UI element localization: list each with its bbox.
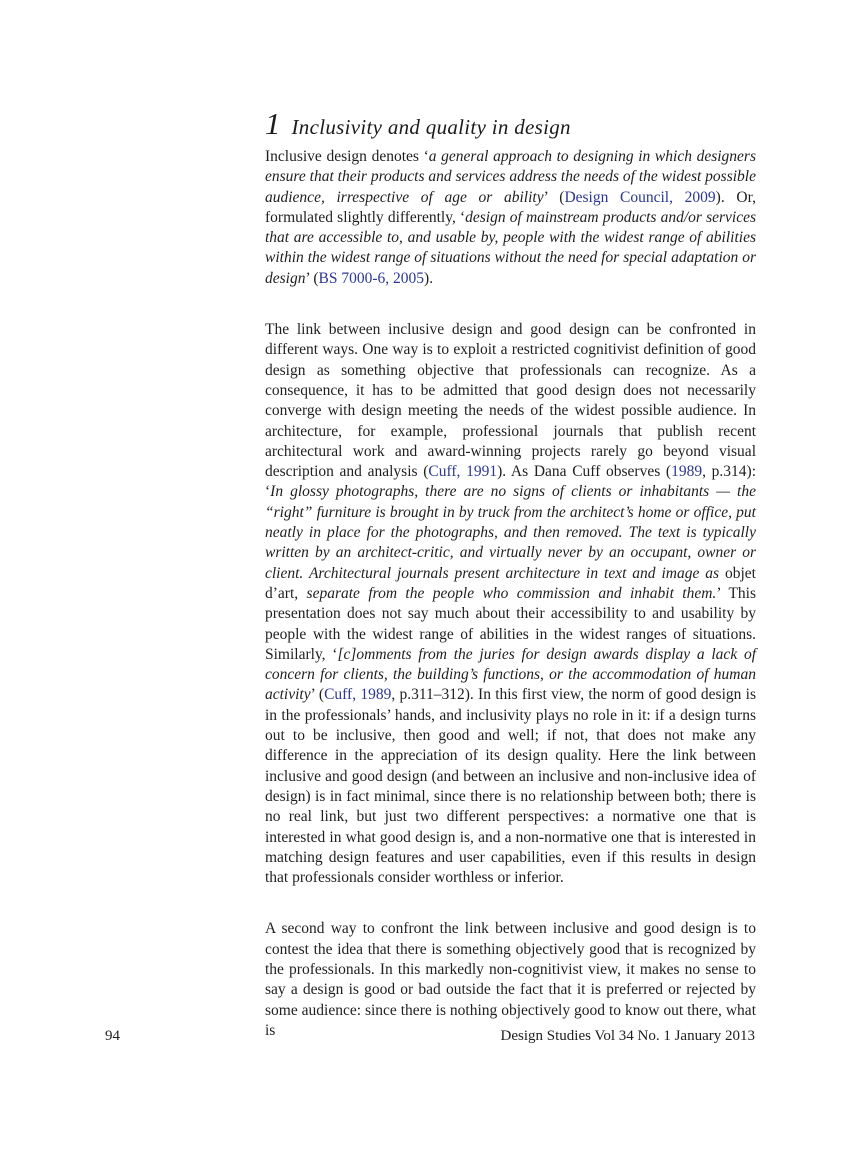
citation-link[interactable]: Design Council, 2009 [564,188,716,206]
article-body [265,147,756,1041]
body-text: ’ This presentation does not say much about their accessibility to and usability by people with the widest range of abilities in the widest ranges of situations. Similarly, ‘ [265,584,757,663]
body-text: Inclusive design denotes ‘ [265,148,429,165]
body-text: ’ ( [310,686,325,704]
journal-citation: Design Studies Vol 34 No. 1 January 2013 [500,1028,755,1044]
body-text: ). Or, formulated slightly differently, ‘ [265,188,756,226]
article-column [265,108,756,1041]
quoted-italic-text: design of mainstream products and/or services that are accessible to, and usable by, people with the widest range of abilities within the widest range of situations without the need for special adaptation or design [265,208,756,287]
body-text: ’ ( [305,269,319,287]
body-text: , p.311–312). In this first view, the norm of good design is in the professionals’ hands, and inclusivity plays no role in it: if a design turns out to be inclusive, then good and well; if not, that does not make any difference in the appreciation of its design quality. Here the link between inclusive and good design (and between an inclusive and non-inclusive idea of design) is in fact minimal, since there is no relationship between both; there is no real link, but just two different perspectives: a normative one that is interested in what good design is, and a non-normative one that is interested in matching design features and user capabilities, even if this results in design that professionals consider worthless or inferior. [265,686,756,887]
quoted-italic-text: separate from the people who commission and inhabit them. [306,584,717,602]
body-text: ). As Dana Cuff observes ( [497,463,672,481]
paragraph-1 [265,147,756,289]
body-text: The link between inclusive design and good design can be confronted in different ways. One way is to exploit a restricted cognitivist definition of good design as something objective that professionals can recognize. As a consequence, it has to be admitted that good design does not necessarily converge with design meeting the needs of the widest possible audience. In architecture, for example, professional journals that publish recent architectural work and award-winning projects rarely go beyond visual description and analysis ( [265,321,756,481]
page-footer [0,1028,846,1048]
citation-link[interactable]: 1989 [671,463,703,481]
citation-link[interactable]: Cuff, 1989 [324,686,392,704]
body-text: ). [424,269,434,287]
paragraph-2 [265,320,756,888]
body-text: ’ ( [543,188,565,206]
body-text: A second way to confront the link between inclusive and good design is to contest the idea that there is something objectively good that is recognized by the professionals. In this markedly non-cognitivist view, it makes no sense to say a design is good or bad outside the fact that it is preferred or rejected by some audience: since there is nothing objectively good to know out there, what is [265,920,756,1039]
body-text: objet d’art, [265,564,756,602]
body-text: , p.314): ‘ [265,463,757,501]
quoted-italic-text: In glossy photographs, there are no signs of clients or inhabitants — the “right” furniture is brought in by truck from the architect’s home or office, put neatly in place for the photographs, and then removed. The text is typically written by an architect-critic, and virtually never by an occupant, owner or client. Architectural journals present architecture in text and image as [265,483,756,582]
section-number: 1 [265,106,281,141]
citation-link[interactable]: Cuff, 1991 [428,463,498,481]
citation-link[interactable]: BS 7000-6, 2005 [318,269,425,287]
section-title: Inclusivity and quality in design [291,115,571,139]
page-number: 94 [105,1028,120,1044]
paragraph-3 [265,919,756,1041]
section-heading [265,108,756,143]
quoted-italic-text: a general approach to designing in which designers ensure that their products and services address the needs of the widest possible audience, irrespective of age or ability [265,148,756,206]
quoted-italic-text: [c]omments from the juries for design awards display a lack of concern for clients, the building’s functions, or the accommodation of human activity [265,645,756,704]
